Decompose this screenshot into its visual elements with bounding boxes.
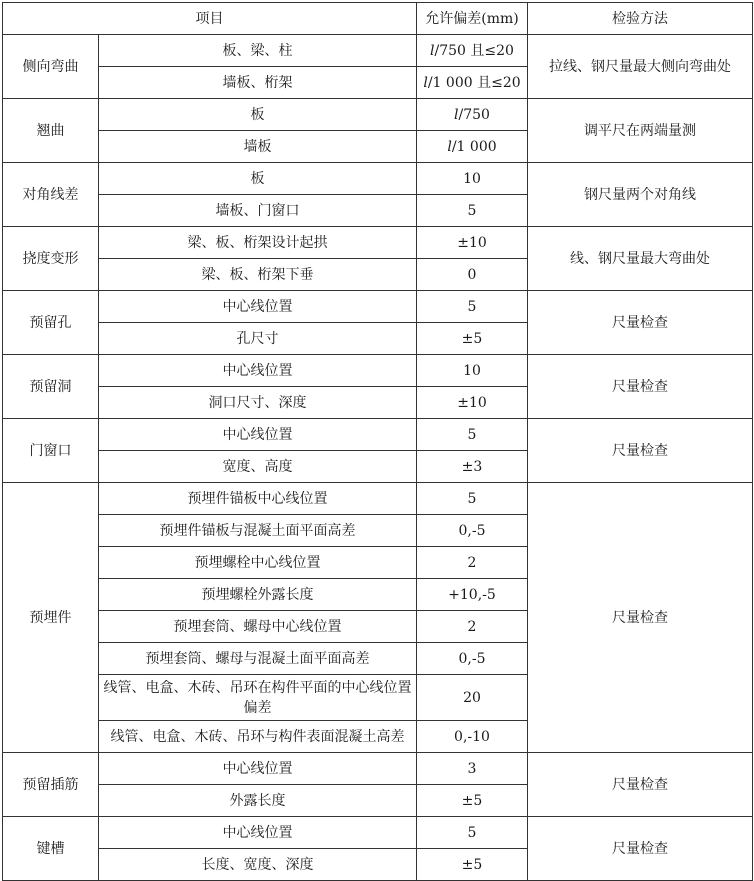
tolerance-cell: 0,-5 (417, 515, 528, 547)
tolerance-cell: +10,-5 (417, 579, 528, 611)
tolerance-cell: 0,-10 (417, 721, 528, 753)
table-row (3, 483, 753, 515)
table-row (3, 817, 753, 849)
category-cell: 预留插筋 (3, 753, 99, 817)
subitem-cell: 长度、宽度、深度 (99, 849, 417, 881)
tolerance-cell: ±10 (417, 227, 528, 259)
subitem-cell: 预埋螺栓中心线位置 (99, 547, 417, 579)
header-method: 检验方法 (528, 3, 753, 35)
method-cell: 尺量检查 (528, 355, 753, 419)
tolerance-cell (417, 35, 528, 67)
method-cell: 尺量检查 (528, 291, 753, 355)
tolerance-cell (417, 99, 528, 131)
subitem-cell: 墙板、门窗口 (99, 195, 417, 227)
category-cell: 翘曲 (3, 99, 99, 163)
subitem-cell: 预埋套筒、螺母中心线位置 (99, 611, 417, 643)
method-cell: 尺量检查 (528, 753, 753, 817)
subitem-cell: 中心线位置 (99, 355, 417, 387)
tolerance-table (2, 2, 753, 881)
subitem-cell: 预埋件锚板中心线位置 (99, 483, 417, 515)
length-symbol: l (430, 42, 435, 59)
table-row (3, 99, 753, 131)
tolerance-cell: 10 (417, 163, 528, 195)
tolerance-cell: 5 (417, 291, 528, 323)
table-row (3, 227, 753, 259)
category-cell: 门窗口 (3, 419, 99, 483)
tolerance-cell: 3 (417, 753, 528, 785)
table-row (3, 355, 753, 387)
tolerance-value: /1 000 (451, 138, 497, 155)
table-row (3, 753, 753, 785)
subitem-cell: 中心线位置 (99, 753, 417, 785)
length-symbol: l (454, 106, 459, 123)
subitem-cell: 中心线位置 (99, 291, 417, 323)
tolerance-cell: 2 (417, 547, 528, 579)
tolerance-cell: 2 (417, 611, 528, 643)
category-cell: 预留洞 (3, 355, 99, 419)
category-cell: 键槽 (3, 817, 99, 881)
category-cell: 预留孔 (3, 291, 99, 355)
tolerance-cell: ±5 (417, 785, 528, 817)
subitem-cell: 墙板、桁架 (99, 67, 417, 99)
table-row (3, 419, 753, 451)
subitem-cell: 线管、电盒、木砖、吊环在构件平面的中心线位置偏差 (99, 675, 417, 721)
header-row (3, 3, 753, 35)
subitem-cell: 板 (99, 99, 417, 131)
subitem-cell: 外露长度 (99, 785, 417, 817)
tolerance-cell: ±10 (417, 387, 528, 419)
subitem-cell: 宽度、高度 (99, 451, 417, 483)
subitem-cell: 洞口尺寸、深度 (99, 387, 417, 419)
subitem-cell: 中心线位置 (99, 817, 417, 849)
category-cell: 预埋件 (3, 483, 99, 753)
method-cell: 尺量检查 (528, 483, 753, 753)
tolerance-cell: 5 (417, 483, 528, 515)
table-row (3, 35, 753, 67)
subitem-cell: 中心线位置 (99, 419, 417, 451)
method-cell: 线、钢尺量最大弯曲处 (528, 227, 753, 291)
subitem-cell: 梁、板、桁架下垂 (99, 259, 417, 291)
table-row (3, 163, 753, 195)
method-cell: 尺量检查 (528, 419, 753, 483)
subitem-cell: 墙板 (99, 131, 417, 163)
subitem-cell: 预埋件锚板与混凝土面平面高差 (99, 515, 417, 547)
category-cell: 侧向弯曲 (3, 35, 99, 99)
tolerance-value: /750 且≤20 (434, 42, 514, 59)
method-cell: 调平尺在两端量测 (528, 99, 753, 163)
tolerance-cell: ±5 (417, 323, 528, 355)
tolerance-cell: 10 (417, 355, 528, 387)
method-cell: 拉线、钢尺量最大侧向弯曲处 (528, 35, 753, 99)
subitem-cell: 预埋螺栓外露长度 (99, 579, 417, 611)
tolerance-cell (417, 131, 528, 163)
length-symbol: l (447, 138, 452, 155)
tolerance-cell (417, 67, 528, 99)
subitem-cell: 板 (99, 163, 417, 195)
tolerance-cell: ±3 (417, 451, 528, 483)
tolerance-cell: 0,-5 (417, 643, 528, 675)
header-item: 项目 (3, 3, 417, 35)
tolerance-value: /1 000 且≤20 (427, 74, 521, 91)
tolerance-cell: 5 (417, 817, 528, 849)
length-symbol: l (423, 74, 428, 91)
subitem-cell: 孔尺寸 (99, 323, 417, 355)
category-cell: 挠度变形 (3, 227, 99, 291)
tolerance-value: /750 (458, 106, 490, 123)
tolerance-cell: 0 (417, 259, 528, 291)
tolerance-cell: 5 (417, 195, 528, 227)
subitem-cell: 梁、板、桁架设计起拱 (99, 227, 417, 259)
category-cell: 对角线差 (3, 163, 99, 227)
tolerance-cell: ±5 (417, 849, 528, 881)
method-cell: 钢尺量两个对角线 (528, 163, 753, 227)
tolerance-cell: 20 (417, 675, 528, 721)
subitem-cell: 线管、电盒、木砖、吊环与构件表面混凝土高差 (99, 721, 417, 753)
subitem-cell: 预埋套筒、螺母与混凝土面平面高差 (99, 643, 417, 675)
tolerance-cell: 5 (417, 419, 528, 451)
method-cell: 尺量检查 (528, 817, 753, 881)
subitem-cell: 板、梁、柱 (99, 35, 417, 67)
header-tolerance: 允许偏差(mm) (417, 3, 528, 35)
table-row (3, 291, 753, 323)
